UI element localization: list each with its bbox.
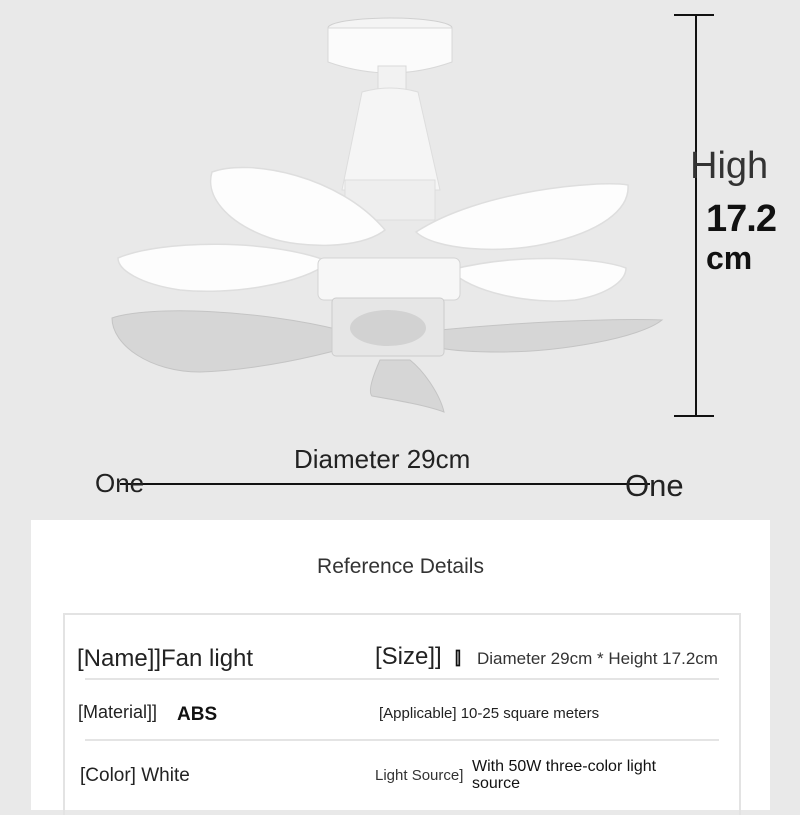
reference-details-card (31, 520, 770, 810)
ruler-icon: ⫿ (455, 648, 461, 668)
height-value: 17.2 (706, 198, 776, 240)
light-source-value: With 50W three-color light source (472, 758, 657, 792)
light-source-key: Light Source] (375, 767, 464, 784)
diameter-left-end-label: One (95, 468, 145, 498)
applicable-area: [Applicable] 10-25 square meters (379, 705, 600, 722)
color-field: [Color] White (80, 765, 190, 786)
height-unit: cm (706, 240, 753, 276)
row-divider (85, 739, 719, 741)
fan-body (328, 18, 452, 220)
material-value: ABS (177, 704, 218, 725)
height-label: High (690, 145, 769, 187)
material-key: [Material]] (78, 702, 158, 722)
fan-hub (318, 258, 460, 356)
size-key: [Size]] (375, 643, 442, 670)
name-field: [Name]]Fan light (77, 645, 254, 672)
diameter-label: Diameter 29cm (294, 444, 471, 474)
diameter-right-end-label: One (625, 468, 684, 503)
row-divider (85, 678, 719, 680)
size-value: Diameter 29cm * Height 17.2cm (477, 649, 718, 668)
reference-title: Reference Details (317, 555, 484, 578)
reference-table (63, 613, 741, 815)
